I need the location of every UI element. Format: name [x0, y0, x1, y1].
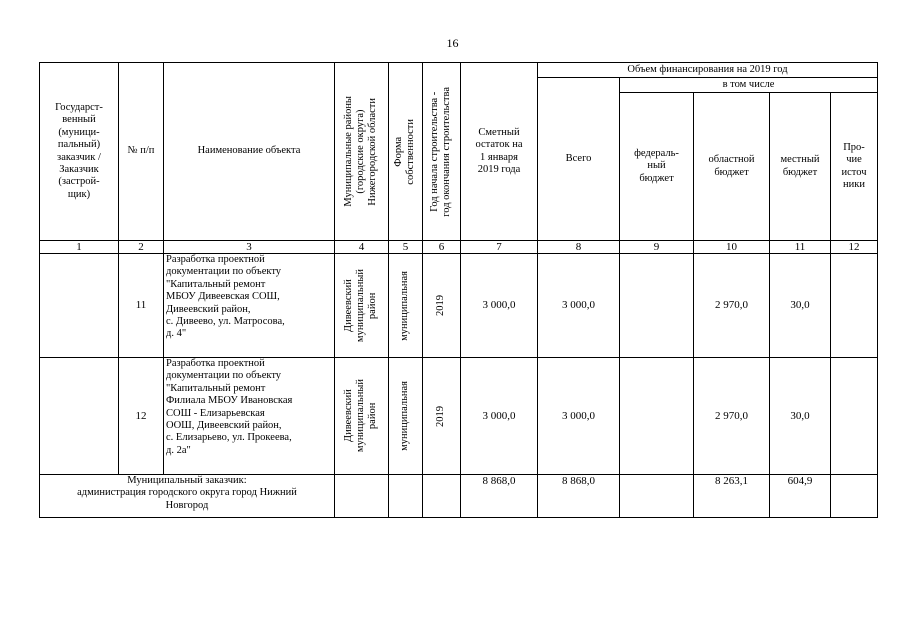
column-number: 5	[389, 241, 423, 254]
row-ownership: муниципальная	[399, 381, 411, 451]
financing-table	[39, 62, 878, 518]
header-customer: Государст- венный (муници- пальный) заказчик / Заказчик (застрой- щик)	[40, 63, 119, 241]
column-number: 4	[335, 241, 389, 254]
header-ownership: Форма собственности	[393, 118, 417, 185]
summary-label: Муниципальный заказчик: администрация городского округа город Нижний Новгород	[40, 475, 335, 518]
row-local: 30,0	[770, 358, 831, 475]
row-other	[831, 254, 878, 358]
header-local: местный бюджет	[770, 93, 831, 241]
header-regional: областной бюджет	[694, 93, 770, 241]
summary-local: 604,9	[770, 475, 831, 518]
row-district: Дивеевский муниципальный район	[343, 379, 379, 453]
row-local: 30,0	[770, 254, 831, 358]
row-years-cell	[423, 358, 461, 475]
summary-other	[831, 475, 878, 518]
table-row	[40, 358, 878, 475]
row-ownership: муниципальная	[399, 270, 411, 341]
row-federal	[620, 358, 694, 475]
row-number: 11	[119, 254, 164, 358]
column-number: 7	[461, 241, 538, 254]
summary-empty	[389, 475, 423, 518]
row-district-cell	[335, 358, 389, 475]
summary-regional: 8 263,1	[694, 475, 770, 518]
column-number: 10	[694, 241, 770, 254]
summary-total: 8 868,0	[538, 475, 620, 518]
column-number: 9	[620, 241, 694, 254]
row-regional: 2 970,0	[694, 254, 770, 358]
row-years-cell	[423, 254, 461, 358]
row-estimate: 3 000,0	[461, 358, 538, 475]
column-number: 6	[423, 241, 461, 254]
header-number: № п/п	[119, 63, 164, 241]
row-total: 3 000,0	[538, 358, 620, 475]
row-regional: 2 970,0	[694, 358, 770, 475]
header-financing: Объем финансирования на 2019 год	[538, 63, 878, 78]
column-number: 1	[40, 241, 119, 254]
column-number: 3	[164, 241, 335, 254]
summary-federal	[620, 475, 694, 518]
row-total: 3 000,0	[538, 254, 620, 358]
column-number: 8	[538, 241, 620, 254]
row-object-name: Разработка проектной документации по объекту "Капитальный ремонт Филиала МБОУ Ивановская СОШ - Елизарьевская ООШ, Дивеевский район, с. Елизарьево, ул. Прокеева, д. 2а"	[164, 358, 335, 475]
column-number: 12	[831, 241, 878, 254]
row-years: 2019	[435, 405, 447, 427]
row-district: Дивеевский муниципальный район	[343, 268, 379, 343]
page-number: 16	[446, 36, 459, 50]
header-years-cell	[423, 63, 461, 241]
row-district-cell	[335, 254, 389, 358]
header-estimate: Сметный остаток на 1 января 2019 года	[461, 63, 538, 241]
row-customer	[40, 254, 119, 358]
summary-empty	[335, 475, 389, 518]
summary-row	[40, 475, 878, 518]
header-object-name: Наименование объекта	[164, 63, 335, 241]
row-object-name: Разработка проектной документации по объекту "Капитальный ремонт МБОУ Дивеевская СОШ, Дивеевский район, с. Дивеево, ул. Матросова, д. 4"	[164, 254, 335, 358]
column-number: 11	[770, 241, 831, 254]
header-districts-cell	[335, 63, 389, 241]
row-ownership-cell	[389, 358, 423, 475]
column-number-row	[40, 241, 878, 254]
header-districts: Муниципальные районы (городские округа) Нижегородской области	[343, 96, 379, 207]
row-ownership-cell	[389, 254, 423, 358]
header-federal: федераль- ный бюджет	[620, 93, 694, 241]
row-other	[831, 358, 878, 475]
summary-estimate: 8 868,0	[461, 475, 538, 518]
row-years: 2019	[435, 295, 447, 316]
header-ownership-cell	[389, 63, 423, 241]
row-number: 12	[119, 358, 164, 475]
row-estimate: 3 000,0	[461, 254, 538, 358]
header-total: Всего	[538, 78, 620, 241]
row-customer	[40, 358, 119, 475]
header-years: Год начала строительства - год окончания строительства	[429, 86, 453, 217]
table-row	[40, 254, 878, 358]
row-federal	[620, 254, 694, 358]
summary-empty	[423, 475, 461, 518]
header-including: в том числе	[620, 78, 878, 93]
column-number: 2	[119, 241, 164, 254]
header-other: Про- чие источ ники	[831, 93, 878, 241]
